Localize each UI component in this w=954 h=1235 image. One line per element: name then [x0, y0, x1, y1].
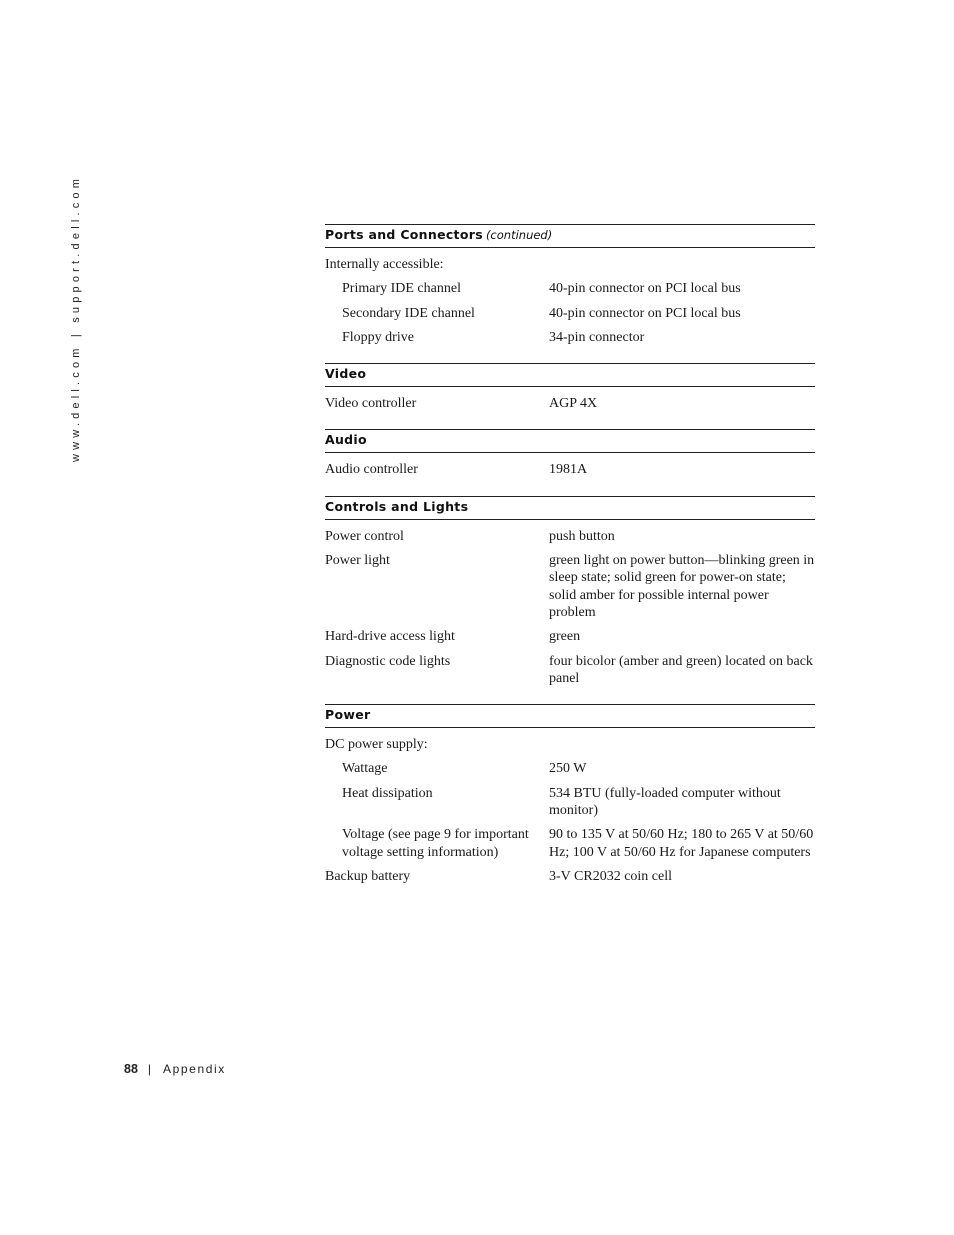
spec-value: four bicolor (amber and green) located on back panel — [549, 653, 813, 686]
spec-label: Heat dissipation — [342, 785, 433, 801]
page-number: 88 — [124, 1062, 138, 1076]
section-heading — [325, 224, 815, 248]
section-heading — [325, 496, 815, 520]
spec-row — [325, 280, 815, 297]
spec-value: 3-V CR2032 coin cell — [549, 868, 673, 884]
spec-row — [325, 528, 815, 545]
spec-row — [325, 329, 815, 346]
spec-section — [325, 496, 815, 687]
spec-label: Secondary IDE channel — [342, 305, 475, 321]
spec-row — [325, 760, 815, 777]
spec-row — [325, 785, 815, 820]
spec-table — [325, 224, 815, 902]
spec-row — [325, 628, 815, 645]
section-title: Video — [325, 366, 367, 382]
spec-section — [325, 363, 815, 412]
spec-row — [325, 736, 815, 753]
spec-row — [325, 461, 815, 478]
spec-label: Power light — [325, 553, 390, 569]
spec-value — [549, 736, 815, 753]
spec-row — [325, 256, 815, 273]
spec-label: Wattage — [342, 761, 388, 777]
spec-label: Audio controller — [325, 462, 418, 478]
spec-value: green light on power button—blinking green in sleep state; solid green for power-on state; solid amber for possible internal power problem — [549, 553, 815, 620]
spec-label: Diagnostic code lights — [325, 653, 451, 669]
continued-note: (continued) — [485, 228, 553, 242]
spec-label: Primary IDE channel — [342, 281, 461, 297]
section-title: Controls and Lights — [325, 498, 469, 514]
spec-label: Floppy drive — [342, 329, 414, 345]
spec-section — [325, 704, 815, 885]
section-title: Power — [325, 707, 371, 723]
spec-value: push button — [549, 528, 615, 544]
spec-value: 40-pin connector on PCI local bus — [549, 281, 741, 297]
spec-row — [325, 552, 815, 621]
spec-value: 34-pin connector — [549, 329, 645, 345]
spec-label: Voltage (see page 9 for important voltage setting information) — [342, 827, 529, 860]
spec-label: DC power supply: — [325, 737, 428, 753]
spec-label: Power control — [325, 528, 404, 544]
spec-row — [325, 868, 815, 885]
section-heading — [325, 704, 815, 728]
spec-section — [325, 429, 815, 478]
section-title: Ports and Connectors — [325, 227, 483, 242]
spec-section — [325, 224, 815, 346]
spec-value: green — [549, 629, 581, 645]
footer-separator: | — [147, 1062, 152, 1076]
spec-value — [549, 256, 815, 273]
spec-value: 250 W — [549, 761, 587, 777]
spec-value: 534 BTU (fully-loaded computer without monitor) — [549, 785, 781, 819]
spec-row — [325, 826, 815, 861]
spec-value: AGP 4X — [549, 396, 598, 412]
section-heading — [325, 363, 815, 387]
spec-row — [325, 653, 815, 688]
spec-value: 90 to 135 V at 50/60 Hz; 180 to 265 V at 50/60 Hz; 100 V at 50/60 Hz for Japanese computers — [549, 827, 814, 860]
spec-label: Hard-drive access light — [325, 629, 455, 645]
spec-value: 40-pin connector on PCI local bus — [549, 305, 741, 321]
spec-label: Video controller — [325, 396, 417, 412]
section-heading — [325, 429, 815, 453]
chapter-name: Appendix — [163, 1062, 226, 1076]
side-url-text: www.dell.com | support.dell.com — [70, 174, 82, 462]
spec-row — [325, 305, 815, 322]
section-title: Audio — [325, 432, 367, 448]
page-footer — [124, 1062, 226, 1076]
spec-value: 1981A — [549, 462, 588, 478]
spec-label: Internally accessible: — [325, 257, 444, 272]
spec-row — [325, 395, 815, 412]
spec-label: Backup battery — [325, 868, 411, 884]
